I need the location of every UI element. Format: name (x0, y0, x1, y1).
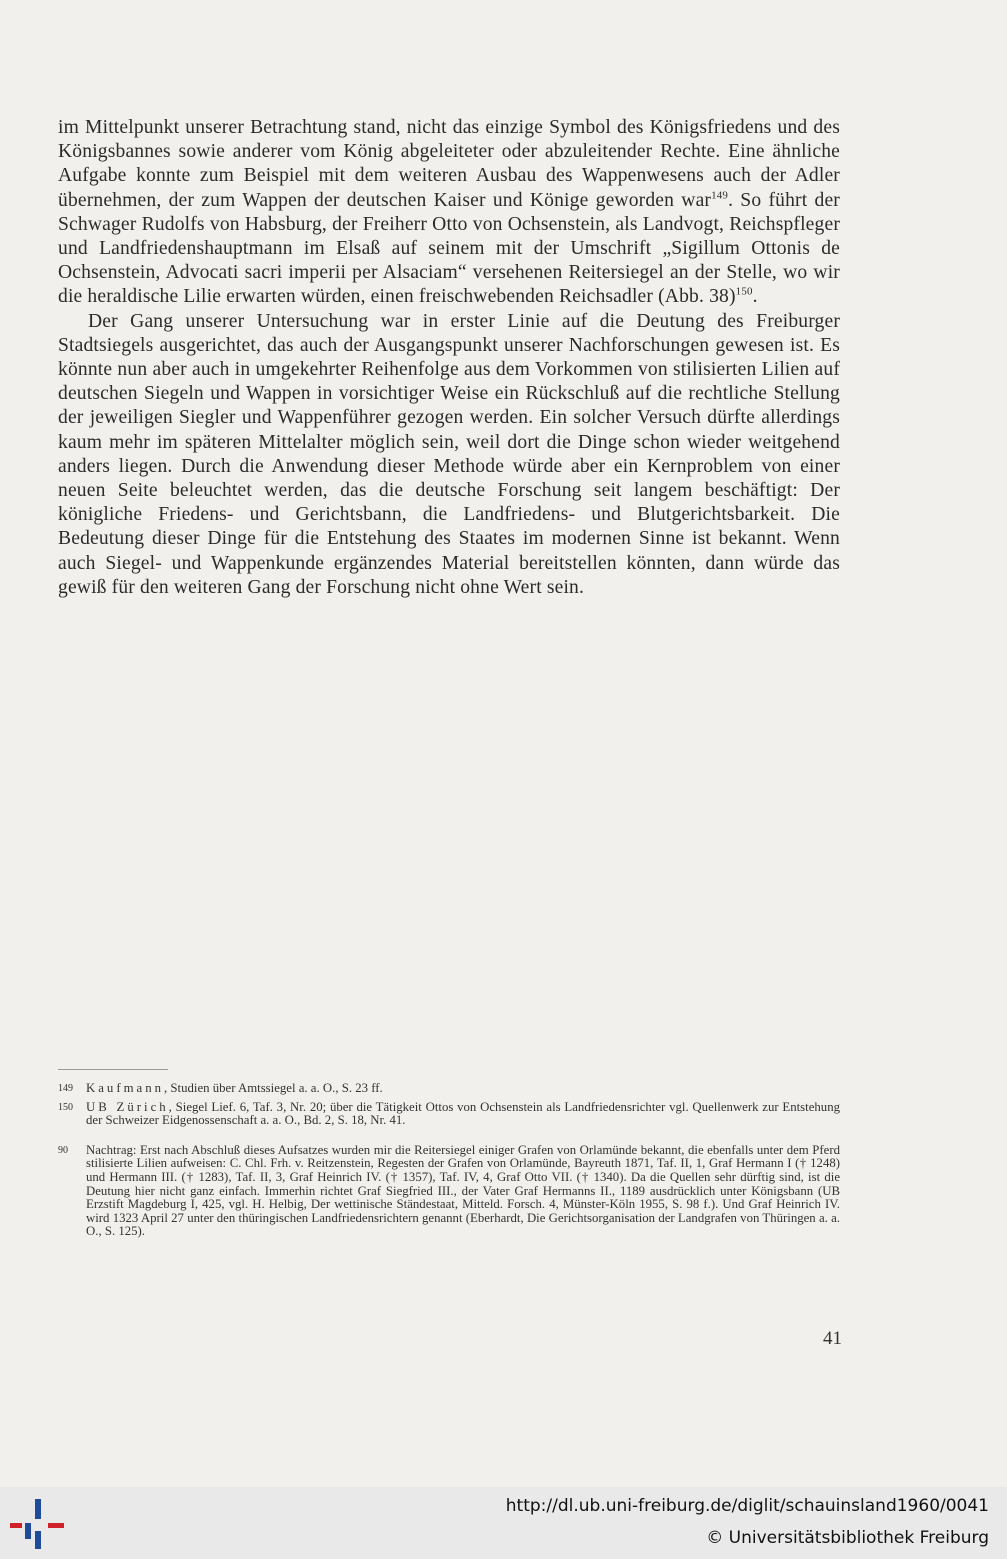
footnote-number: 90 (58, 1144, 68, 1156)
footnote-number: 150 (58, 1101, 73, 1113)
paragraph-2: Der Gang unserer Untersuchung war in erster Linie auf die Deutung des Freiburger Stadtsiegels ausgerichtet, das auch der Ausgangspunkt unserer Nachforschungen gewesen ist. Es könnte nun aber auch in umgekehrter Reihenfolge aus dem Vorkommen von stilisierten Lilien auf deutschen Siegeln und Wappen in vorsichtiger Weise ein Rückschluß auf die rechtliche Stellung der jeweiligen Siegler und Wappenführer gezogen werden. Ein solcher Versuch dürfte allerdings kaum mehr im späteren Mittelalter möglich sein, weil dort die Dinge schon wieder weitgehend anders liegen. Durch die Anwendung dieser Methode würde aber ein Kernproblem von einer neuen Seite beleuchtet werden, das die deutsche Forschung seit langem beschäftigt: Der königliche Friedens- und Gerichtsbann, die Landfriedens- und Blutgerichtsbarkeit. Die Bedeutung dieser Dinge für die Entstehung des Staates im modernen Sinne ist bekannt. Wenn auch Siegel- und Wappenkunde ergänzendes Material bereitstellen könnten, dann würde das gewiß für den weiteren Gang der Forschung nicht ohne Wert sein. (58, 310, 840, 598)
footnote-ref-149[interactable]: 149 (711, 189, 729, 202)
footnote-text: , Studien über Amtssiegel a. a. O., S. 23 ff. (164, 1081, 383, 1095)
footnote-149 (58, 1082, 840, 1096)
body-text (58, 116, 840, 600)
footnotes (58, 1082, 840, 1244)
footnote-number: 149 (58, 1083, 73, 1094)
paragraph-1: im Mittelpunkt unserer Betrachtung stand, nicht das einzige Symbol des Königsfriedens und des Königsbannes sowie anderer vom König abgeleiteter oder abzuleitender Rechte. Eine ähnliche Aufgabe konnte zum Beispiel mit dem weiteren Ausbau des Wappenwesens auch der Adler übernehmen, der zum Wappen der deutschen Kaiser und Könige geworden war$^{149}$. So führt der Schwager Rudolfs von Habsburg, der Freiherr Otto von Ochsenstein, als Landvogt, Reichspfleger und Landfriedenshauptmann im Elsaß auf seinem mit der Umschrift „Sigillum Ottonis de Ochsenstein, Advocati sacri imperii per Alsaciam“ versehenen Reitersiegel an der Stelle, wo wir die heraldische Lilie erwarten würden, einen freischwebenden Reichsadler (Abb. 38)$^{150}$. (58, 117, 840, 308)
page-number: 41 (823, 1328, 842, 1349)
footer-copyright: © Universitätsbibliothek Freiburg (706, 1528, 989, 1548)
footnote-nachtrag (58, 1144, 840, 1239)
footnote-author: Kaufmann (86, 1081, 165, 1095)
footnote-150 (58, 1101, 840, 1128)
footnote-text: Nachtrag: Erst nach Abschluß dieses Aufsatzes wurden mir die Reitersiegel einiger Grafen von Orlamünde bekannt, die ebenfalls unter dem Pferd stilisierte Lilien aufweisen: C. Chl. Frh. v. Reitzenstein, Regesten der Grafen von Orlamünde, Bayreuth 1871, Taf. II, 1, Graf Hermann I († 1248) und Hermann III. († 1283), Taf. II, 3, Graf Heinrich IV. († 1357), Taf. IV, 4, Graf Otto VII. († 1340). Da die Quellen sehr dürftig sind, ist die Deutung hier nicht ganz einfach. Immerhin richtet Graf Siegfried III., der Vater Graf Hermanns II., 1189 ausdrücklich unter Königsbann (UB Erzstift Magdeburg I, 425, vgl. H. Helbig, Der wettinische Ständestaat, Mitteld. Forsch. 4, Münster-Köln 1955, S. 98 f.). Und Graf Heinrich IV. wird 1323 April 27 unter den thüringischen Landfriedensrichtern genannt (Eberhardt, Die Gerichtsorganisation der Landgrafen von Thüringen a. a. O., S. 125). (86, 1142, 840, 1239)
footnote-text: , Siegel Lief. 6, Taf. 3, Nr. 20; über die Tätigkeit Ottos von Ochsenstein als Landfriedensrichter vgl. Quellenwerk zur Entstehung der Schweizer Eidgenossenschaft a. a. O., Bd. 2, S. 18, Nr. 41. (86, 1099, 840, 1128)
footnote-separator (58, 1069, 168, 1070)
ub-freiburg-logo-icon[interactable] (10, 1499, 66, 1549)
footer-url-link[interactable]: http://dl.ub.uni-freiburg.de/diglit/schauinsland1960/0041 (505, 1496, 989, 1516)
footnote-author: UB Zürich (86, 1099, 169, 1114)
footnote-ref-150[interactable]: 150 (735, 285, 753, 298)
footer-bar (0, 1487, 1007, 1559)
